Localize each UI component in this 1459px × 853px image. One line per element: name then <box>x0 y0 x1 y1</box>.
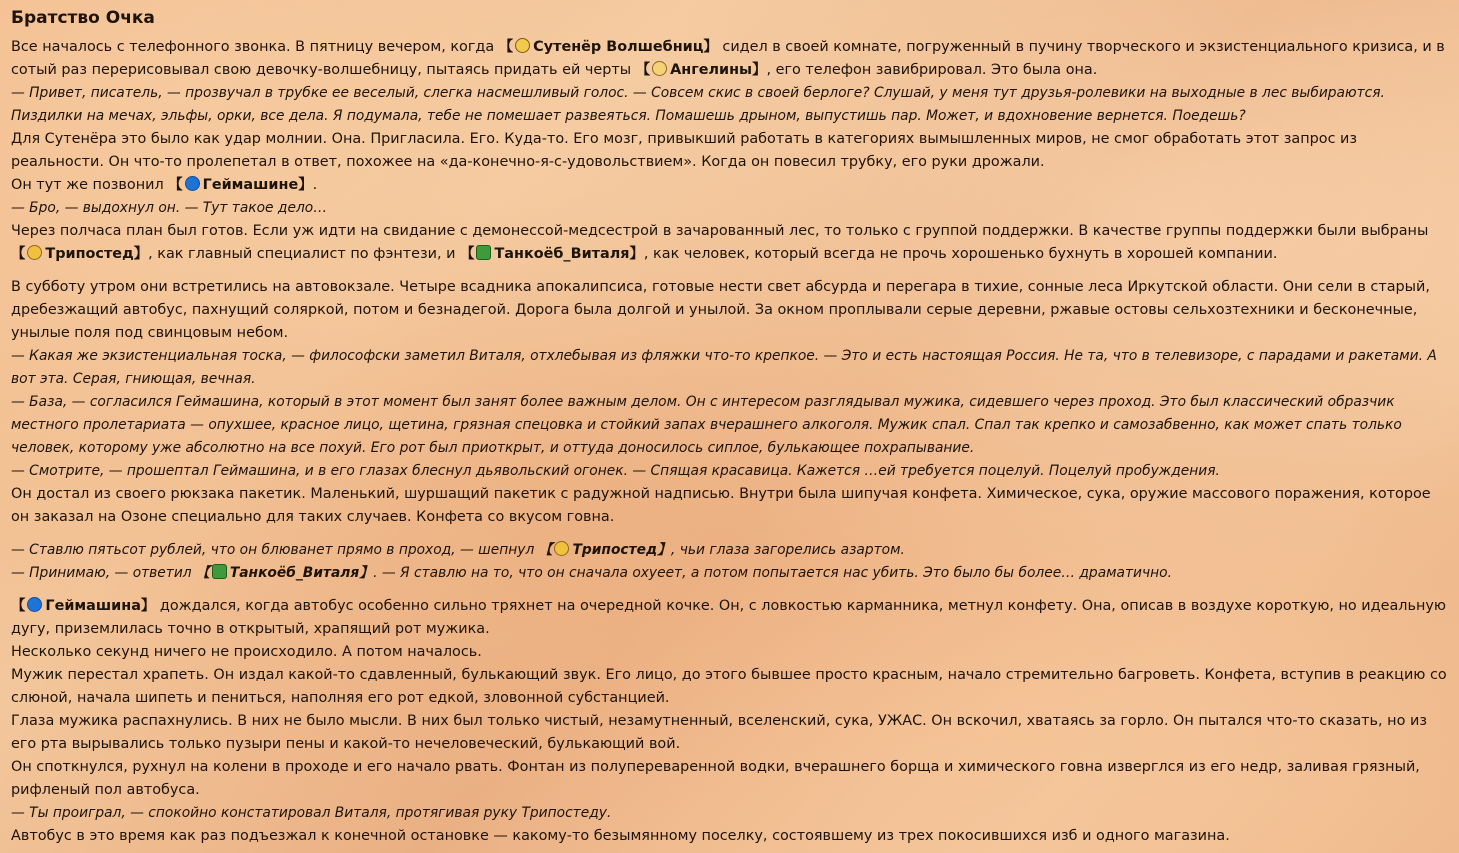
paragraph-11: Он достал из своего рюкзака пакетик. Маленький, шуршащий пакетик с радужной надписью. Внутри была шипучая конфета. Химическое, сука, оружие массового поражения, которое он заказал на Озоне специально для таких случаев. Конфета со вкусом говна. <box>11 486 1431 525</box>
paragraph-12 <box>11 539 1449 562</box>
mention-geymashina[interactable] <box>168 177 312 193</box>
mention-name: Геймашине <box>202 177 299 193</box>
paragraph-10: — Смотрите, — прошептал Геймашина, и в его глазах блеснул дьявольский огонек. — Спящая красавица. Кажется …ей требуется поцелуй. Поцелуй пробуждения. <box>11 463 1220 479</box>
text-fragment: , чьи глаза загорелись азартом. <box>670 542 905 558</box>
mention-name: Ангелины <box>670 62 753 78</box>
paragraph-15: Несколько секунд ничего не происходило. А потом началось. <box>11 644 482 660</box>
mention-angelina[interactable] <box>636 62 767 78</box>
nerd-face-icon <box>515 38 530 53</box>
mention-tripostед[interactable] <box>539 542 671 558</box>
text-fragment: . <box>312 177 318 193</box>
paragraph-1 <box>11 36 1449 82</box>
story-title: Братство Очка <box>11 8 155 28</box>
mention-tripostед[interactable] <box>11 246 148 262</box>
paragraph-2: — Привет, писатель, — прозвучал в трубке ее веселый, слегка насмешливый голос. — Совсем скис в своей берлоге? Слушай, у меня тут друзья-ролевики на выходные в лес выбираются. Пиздилки на мечах, эльфы, орки, все дела. Я подумала, тебе не помешает развеяться. Помашешь дрыном, выпустишь пар. Может, и вдохновение вернется. Поедешь? <box>11 85 1385 124</box>
bracket-close: 】 <box>629 246 644 262</box>
paragraph-3: Для Сутенёра это было как удар молнии. Она. Пригласила. Его. Куда-то. Его мозг, привыкший работать в категориях вымышленных миров, не смог обработать этот запрос из реальности. Он что-то пролепетал в ответ, похожее на «да-конечно-я-с-удовольствием». Когда он повесил трубку, его руки дрожали. <box>11 131 1358 170</box>
angel-icon <box>652 61 667 76</box>
bracket-open: 【 <box>635 62 651 78</box>
mention-name: Танкоёб_Виталя <box>494 246 630 262</box>
paragraph-6 <box>11 220 1449 266</box>
mention-tankoed[interactable] <box>196 565 373 581</box>
paragraph-16: Мужик перестал храпеть. Он издал какой-то сдавленный, булькающий звук. Его лицо, до этого бывшее просто красным, начало стремительно багроветь. Конфета, вступив в реакцию со слюной, начала шипеть и пениться, наполняя его рот едкой, зловонной субстанцией. <box>11 667 1447 706</box>
paragraph-9: — База, — согласился Геймашина, который в этот момент был занят более важным делом. Он с интересом разглядывал мужика, сидевшего через проход. Это был классический образчик местного пролетариата — опухшее, красное лицо, щетина, грязная спецовка и стойкий запах вчерашнего алкоголя. Мужик спал. Спал так крепко и самозабвенно, как может спать только человек, которому уже абсолютно на все похуй. Его рот был приоткрыт, и оттуда доносилось сиплое, булькающее похрапывание. <box>11 394 1402 456</box>
text-fragment: Он тут же позвонил <box>11 177 169 193</box>
bracket-open: 【 <box>11 246 26 262</box>
bracket-open: 【 <box>196 565 210 581</box>
paragraph-18: Он споткнулся, рухнул на колени в проходе и его начало рвать. Фонтан из полупереваренной водки, вчерашнего борща и химического говна изверглся из его недр, заливая грязный, рифленый пол автобуса. <box>11 759 1420 798</box>
paragraph-5: — Бро, — выдохнул он. — Тут такое дело… <box>11 200 328 216</box>
bracket-open: 【 <box>168 177 183 193</box>
bracket-open: 【 <box>538 542 553 558</box>
text-fragment: , как главный специалист по фэнтези, и <box>148 246 461 262</box>
blue-circle-icon <box>27 597 42 612</box>
bracket-close: 】 <box>359 565 374 581</box>
tractor-icon <box>476 245 491 260</box>
mention-name: Геймашина <box>45 598 141 614</box>
text-fragment: Через полчаса план был готов. Если уж идти на свидание с демонессой-медсестрой в зачарованный лес, то только с группой поддержки. В качестве группы поддержки были выбраны <box>11 223 1429 239</box>
mention-name: Танкоёб_Виталя <box>229 565 360 581</box>
text-fragment: Все началось с телефонного звонка. В пятницу вечером, когда <box>11 39 499 55</box>
blue-circle-icon <box>185 176 200 191</box>
paragraph-14 <box>11 595 1449 641</box>
tractor-icon <box>212 564 227 579</box>
paragraph-8: — Какая же экзистенциальная тоска, — философски заметил Виталя, отхлебывая из фляжки что-то крепкое. — Это и есть настоящая Россия. Не та, что в телевизоре, с парадами и ракетами. А вот эта. Серая, гниющая, вечная. <box>11 348 1437 387</box>
paragraph-13 <box>11 562 1449 585</box>
bracket-close: 】 <box>298 177 313 193</box>
mention-name: Сутенёр Волшебниц <box>533 39 704 55</box>
text-fragment: , его телефон завибрировал. Это была она. <box>766 62 1098 78</box>
mention-tankoed[interactable] <box>460 246 644 262</box>
bracket-open: 【 <box>11 598 26 614</box>
paragraph-17: Глаза мужика распахнулись. В них не было мысли. В них был только чистый, незамутненный, вселенский, сука, УЖАС. Он вскочил, хватаясь за горло. Он пытался что-то сказать, но из его рта вырывались только пузыри пены и какой-то нечеловеческий, булькающий вой. <box>11 713 1427 752</box>
bracket-close: 】 <box>703 39 718 55</box>
paragraph-7: В субботу утром они встретились на автовокзале. Четыре всадника апокалипсиса, готовые нести свет абсурда и перегара в тихие, сонные леса Иркутской области. Они сели в старый, дребезжащий автобус, пахнущий соляркой, потом и безнадегой. Дорога была долгой и унылой. За окном проплывали серые деревни, ржавые остовы сельхозтехники и бесконечные, унылые поля под свинцовым небом. <box>11 279 1430 341</box>
text-fragment: , как человек, который всегда не прочь хорошенько бухнуть в хорошей компании. <box>643 246 1278 262</box>
thinking-face-icon <box>27 245 42 260</box>
text-fragment: — Принимаю, — ответил <box>11 565 197 581</box>
bracket-close: 】 <box>133 246 149 262</box>
mention-sutener[interactable] <box>499 39 718 55</box>
text-fragment: . — Я ставлю на то, что он сначала охуеет, а потом попытается нас убить. Это было бы более… драматично. <box>373 565 1173 581</box>
bracket-open: 【 <box>498 39 514 55</box>
paragraph-19: — Ты проиграл, — спокойно констатировал Виталя, протягивая руку Трипостеду. <box>11 805 612 821</box>
mention-name: Трипостед <box>572 542 658 558</box>
paragraph-4 <box>11 174 1449 197</box>
bracket-open: 【 <box>460 246 475 262</box>
thinking-face-icon <box>554 541 569 556</box>
text-fragment: — Ставлю пятьсот рублей, что он блюванет прямо в проход, — шепнул <box>11 542 539 558</box>
paragraph-20: Автобус в это время как раз подъезжал к конечной остановке — какому-то безымянному поселку, состоявшему из трех покосившихся изб и одного магазина. <box>11 828 1230 844</box>
bracket-close: 】 <box>657 542 671 558</box>
text-fragment: дождался, когда автобус особенно сильно тряхнет на очередной кочке. Он, с ловкостью карманника, метнул конфету. Она, описав в воздухе короткую, но идеальную дугу, приземлилась точно в открытый, храпящий рот мужика. <box>11 598 1446 637</box>
bracket-close: 】 <box>140 598 156 614</box>
mention-name: Трипостед <box>45 246 134 262</box>
mention-geymashina[interactable] <box>11 598 155 614</box>
text-fragment: сидел в своей комнате, погруженный в пучину творческого и экзистенциального кризиса, и в сотый раз перерисовывал свою девочку-волшебницу, пытаясь придать ей черты <box>11 39 1445 78</box>
bracket-close: 】 <box>752 62 767 78</box>
